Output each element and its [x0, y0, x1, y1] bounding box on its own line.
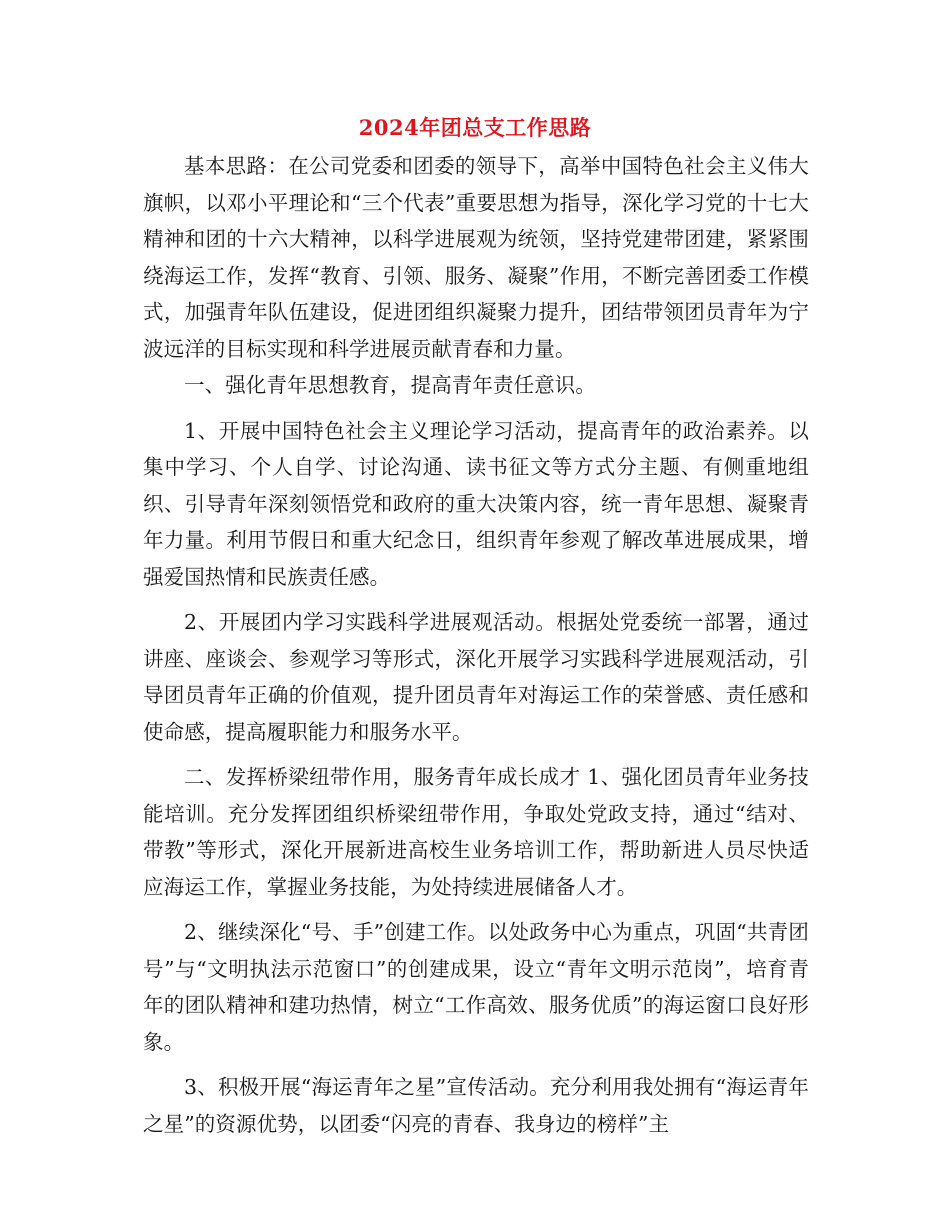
paragraph-item-1: 1、开展中国特色社会主义理论学习活动，提高青年的政治素养。以集中学习、个人自学、讨论沟通、读书征文等方式分主题、有侧重地组织、引导青年深刻领悟党和政府的重大决策内容，统一青年思想、凝聚青年力量。利用节假日和重大纪念日，组织青年参观了解改革进展成果，增强爱国热情和民族责任感。: [143, 418, 809, 589]
paragraph-item-2: 2、开展团内学习实践科学进展观活动。根据处党委统一部署，通过讲座、座谈会、参观学习等形式，深化开展学习实践科学进展观活动，引导团员青年正确的价值观，提升团员青年对海运工作的荣誉感、责任感和使命感，提高履职能力和服务水平。: [143, 610, 809, 744]
paragraph-section-one-heading: 一、强化青年思想教育，提高青年责任意识。: [184, 373, 596, 397]
document-title: 2024年团总支工作思路: [358, 115, 592, 140]
paragraph-item-3-section-two: 3、积极开展“海运青年之星”宣传活动。充分利用我处拥有“海运青年之星”的资源优势，以团委“闪亮的青春、我身边的榜样”主: [143, 1075, 809, 1136]
paragraph-section-two: 二、发挥桥梁纽带作用，服务青年成长成才 1、强化团员青年业务技能培训。充分发挥团组织桥梁纽带作用，争取处党政支持，通过“结对、带教”等形式，深化开展新进高校生业务培训工作，帮助新进人员尽快适应海运工作，掌握业务技能，为处持续进展储备人才。: [143, 765, 809, 899]
paragraph-basic-approach: 基本思路：在公司党委和团委的领导下，高举中国特色社会主义伟大旗帜，以邓小平理论和“三个代表”重要思想为指导，深化学习党的十七大精神和团的十六大精神，以科学进展观为统领，坚持党建带团建，紧紧围绕海运工作，发挥“教育、引领、服务、凝聚”作用，不断完善团委工作模式，加强青年队伍建设，促进团组织凝聚力提升，团结带领团员青年为宁波远洋的目标实现和科学进展贡献青春和力量。: [143, 154, 809, 361]
paragraph-item-2-section-two: 2、继续深化“号、手”创建工作。以处政务中心为重点，巩固“共青团号”与“文明执法示范窗口”的创建成果，设立“青年文明示范岗”，培育青年的团队精神和建功热情，树立“工作高效、服务优质”的海运窗口良好形象。: [143, 920, 809, 1054]
document-body: [143, 148, 809, 1142]
